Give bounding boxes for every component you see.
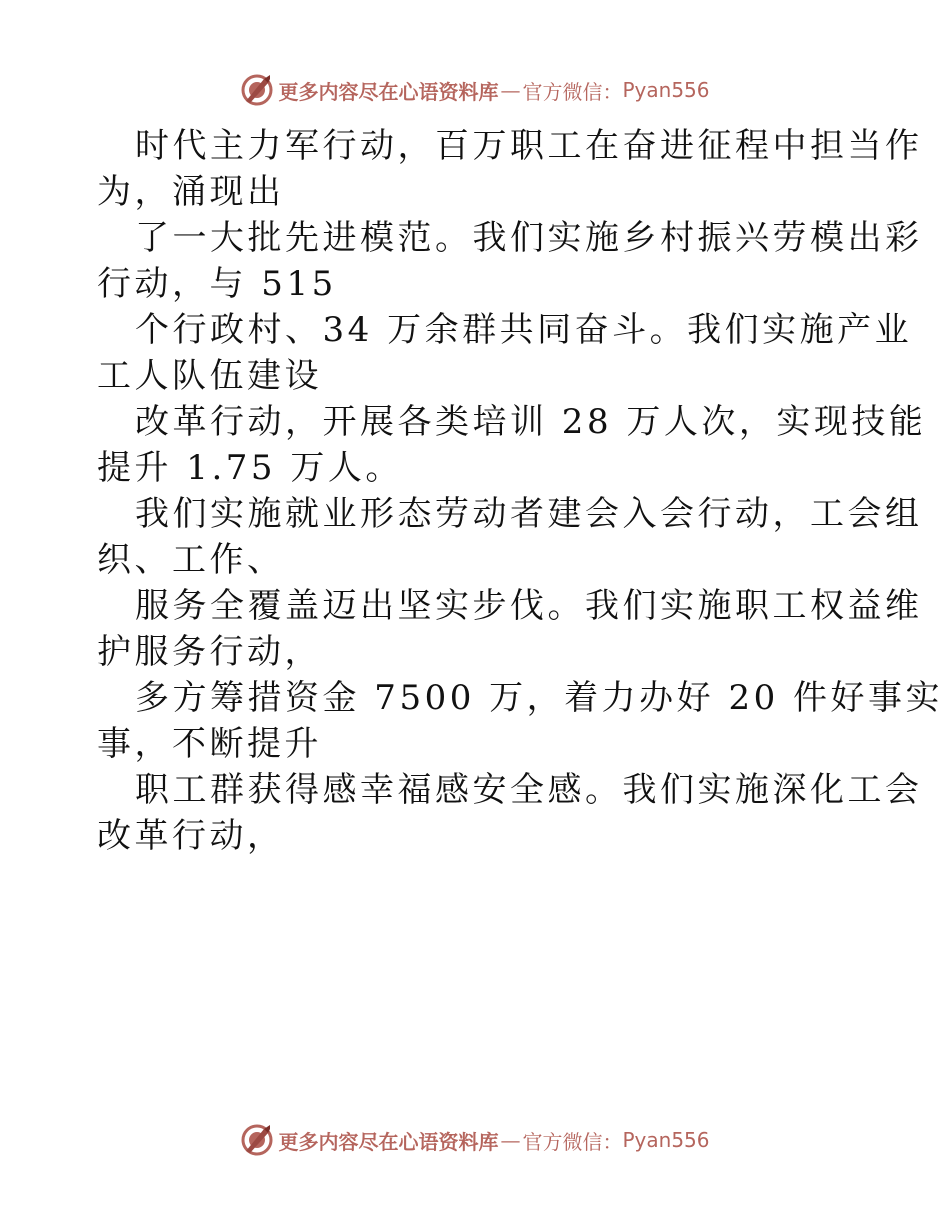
document-body (97, 123, 944, 859)
banner-site-name: 更多内容尽在心语资料库 (278, 79, 499, 104)
text-line: 护服务行动， (97, 632, 322, 672)
banner-site-name: 更多内容尽在心语资料库 (278, 1129, 499, 1154)
paragraph-7 (97, 675, 944, 767)
paragraph-2 (97, 215, 923, 307)
text-line: 事，不断提升 (97, 724, 322, 764)
text-line: 行动，与 515 (97, 264, 337, 304)
paragraph-8 (97, 767, 923, 859)
banner-wechat-id: Pyan556 (622, 1128, 710, 1152)
paragraph-3 (97, 307, 913, 399)
footer-watermark-banner (0, 1120, 950, 1160)
banner-wechat-label: 官方微信： (522, 79, 623, 104)
text-line: 为，涌现出 (97, 172, 285, 212)
paragraph-1 (97, 123, 923, 215)
pen-logo-icon (240, 73, 274, 107)
text-line: 时代主力军行动，百万职工在奋进征程中担当作 (135, 126, 923, 166)
text-line: 服务全覆盖迈出坚实步伐。我们实施职工权益维 (135, 586, 923, 626)
text-line: 个行政村、34 万余群共同奋斗。我们实施产业 (135, 310, 913, 350)
text-line: 提升 1.75 万人。 (97, 448, 403, 488)
banner-dash: — (500, 1128, 521, 1152)
paragraph-5 (97, 491, 923, 583)
banner-dash: — (500, 78, 521, 102)
text-line: 多方筹措资金 7500 万，着力办好 20 件好事实 (135, 678, 944, 718)
pen-logo-icon (240, 1123, 274, 1157)
banner-wechat-id: Pyan556 (622, 78, 710, 102)
text-line: 我们实施就业形态劳动者建会入会行动，工会组 (135, 494, 923, 534)
text-line: 改革行动， (97, 816, 285, 856)
paragraph-6 (97, 583, 923, 675)
header-watermark-banner (0, 70, 950, 110)
text-line: 改革行动，开展各类培训 28 万人次，实现技能 (135, 402, 927, 442)
paragraph-4 (97, 399, 927, 491)
text-line: 织、工作、 (97, 540, 285, 580)
text-line: 工人队伍建设 (97, 356, 322, 396)
text-line: 了一大批先进模范。我们实施乡村振兴劳模出彩 (135, 218, 923, 258)
banner-wechat-label: 官方微信： (522, 1129, 623, 1154)
text-line: 职工群获得感幸福感安全感。我们实施深化工会 (135, 770, 923, 810)
